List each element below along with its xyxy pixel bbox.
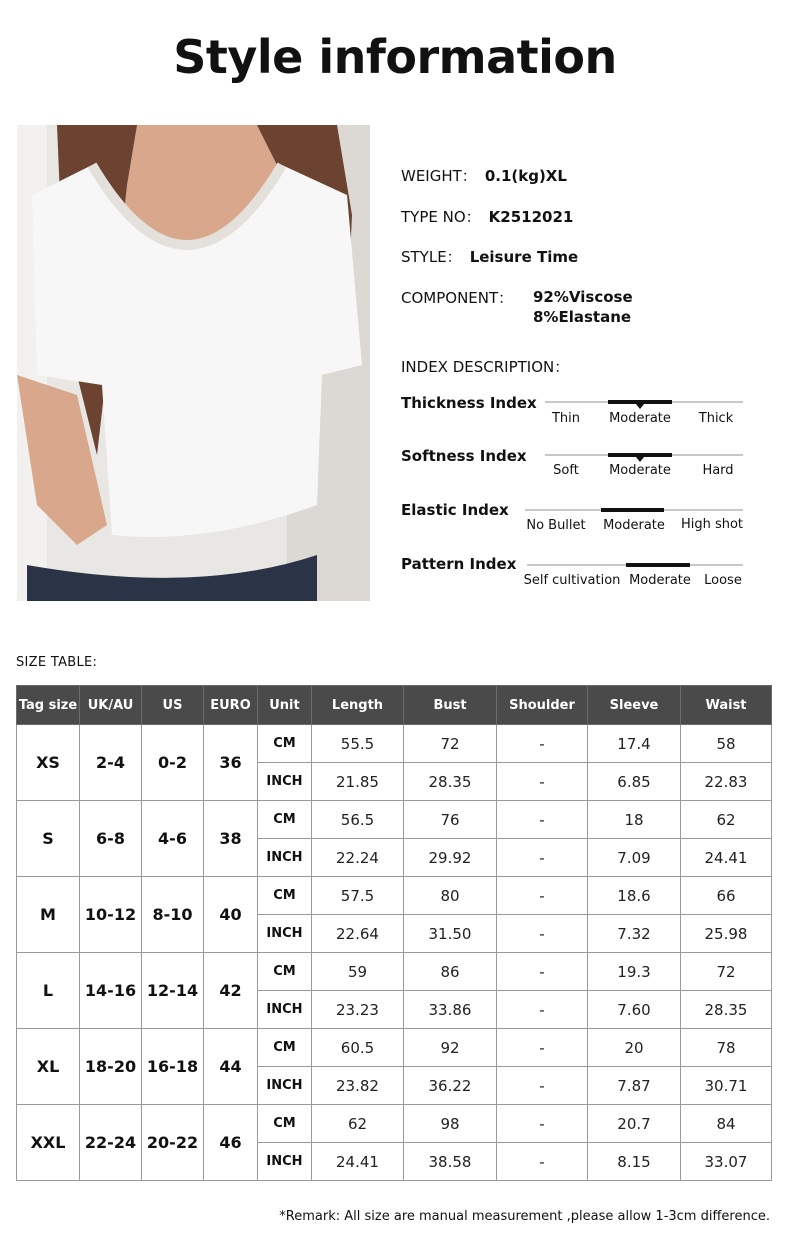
euro-cell: 42 (204, 953, 258, 1029)
component-value-2: 8%Elastane (533, 308, 632, 326)
unit-cell: INCH (258, 915, 312, 953)
component-label: COMPONENT： (401, 289, 514, 307)
length-cell: 21.85 (312, 763, 404, 801)
shoulder-cell: - (497, 1105, 588, 1143)
waist-cell: 22.83 (681, 763, 772, 801)
us-cell: 16-18 (142, 1029, 204, 1105)
pattern-option-2: Moderate (629, 573, 691, 588)
index-heading: INDEX DESCRIPTION： (401, 358, 570, 376)
shoulder-cell: - (497, 725, 588, 763)
euro-cell: 40 (204, 877, 258, 953)
bust-cell: 80 (404, 877, 497, 915)
header-tag-size: Tag size (17, 686, 80, 725)
type-label: TYPE NO： (401, 208, 481, 226)
weight-row (401, 165, 567, 186)
waist-cell: 66 (681, 877, 772, 915)
waist-cell: 28.35 (681, 991, 772, 1029)
sleeve-cell: 18.6 (588, 877, 681, 915)
shoulder-cell: - (497, 763, 588, 801)
length-cell: 23.82 (312, 1067, 404, 1105)
header-euro: EURO (204, 686, 258, 725)
shoulder-cell: - (497, 801, 588, 839)
us-cell: 20-22 (142, 1105, 204, 1181)
bust-cell: 29.92 (404, 839, 497, 877)
table-row (17, 1029, 772, 1067)
tag-size-cell: M (17, 877, 80, 953)
page-title: Style information (173, 30, 617, 84)
shoulder-cell: - (497, 915, 588, 953)
tag-size-cell: L (17, 953, 80, 1029)
shoulder-cell: - (497, 1029, 588, 1067)
softness-index-label: Softness Index (401, 447, 527, 465)
table-row (17, 725, 772, 763)
shoulder-cell: - (497, 1143, 588, 1181)
waist-cell: 72 (681, 953, 772, 991)
softness-option-2: Moderate (609, 463, 671, 478)
table-row (17, 1105, 772, 1143)
us-cell: 8-10 (142, 877, 204, 953)
length-cell: 62 (312, 1105, 404, 1143)
length-cell: 22.24 (312, 839, 404, 877)
softness-option-1: Soft (553, 463, 579, 478)
us-cell: 12-14 (142, 953, 204, 1029)
size-table-header-row (17, 686, 772, 725)
elastic-index-label: Elastic Index (401, 501, 509, 519)
unit-cell: INCH (258, 1143, 312, 1181)
euro-cell: 46 (204, 1105, 258, 1181)
softness-pointer-icon (636, 457, 644, 462)
sleeve-cell: 8.15 (588, 1143, 681, 1181)
thickness-option-2: Moderate (609, 411, 671, 426)
bust-cell: 36.22 (404, 1067, 497, 1105)
sleeve-cell: 6.85 (588, 763, 681, 801)
tag-size-cell: XL (17, 1029, 80, 1105)
component-row (401, 287, 513, 308)
euro-cell: 44 (204, 1029, 258, 1105)
unit-cell: CM (258, 1029, 312, 1067)
shoulder-cell: - (497, 877, 588, 915)
waist-cell: 58 (681, 725, 772, 763)
waist-cell: 33.07 (681, 1143, 772, 1181)
remark-note: *Remark: All size are manual measurement ,please allow 1-3cm difference. (279, 1209, 770, 1224)
euro-cell: 36 (204, 725, 258, 801)
waist-cell: 84 (681, 1105, 772, 1143)
style-label: STYLE： (401, 248, 462, 266)
bust-cell: 92 (404, 1029, 497, 1067)
pattern-option-1: Self cultivation (523, 573, 621, 588)
style-row (401, 246, 578, 267)
shoulder-cell: - (497, 1067, 588, 1105)
size-table (16, 685, 772, 1181)
elastic-selected-marker (601, 508, 664, 512)
sleeve-cell: 7.60 (588, 991, 681, 1029)
unit-cell: CM (258, 953, 312, 991)
unit-cell: CM (258, 801, 312, 839)
header-bust: Bust (404, 686, 497, 725)
elastic-option-2: Moderate (603, 518, 665, 533)
pattern-option-3: Loose (704, 573, 742, 588)
uk-au-cell: 2-4 (80, 725, 142, 801)
header-unit: Unit (258, 686, 312, 725)
bust-cell: 76 (404, 801, 497, 839)
uk-au-cell: 18-20 (80, 1029, 142, 1105)
waist-cell: 62 (681, 801, 772, 839)
header-length: Length (312, 686, 404, 725)
tag-size-cell: XXL (17, 1105, 80, 1181)
sleeve-cell: 17.4 (588, 725, 681, 763)
thickness-pointer-icon (636, 404, 644, 409)
sleeve-cell: 19.3 (588, 953, 681, 991)
length-cell: 22.64 (312, 915, 404, 953)
length-cell: 55.5 (312, 725, 404, 763)
unit-cell: INCH (258, 1067, 312, 1105)
table-row (17, 953, 772, 991)
waist-cell: 25.98 (681, 915, 772, 953)
length-cell: 23.23 (312, 991, 404, 1029)
length-cell: 24.41 (312, 1143, 404, 1181)
bust-cell: 72 (404, 725, 497, 763)
waist-cell: 24.41 (681, 839, 772, 877)
uk-au-cell: 6-8 (80, 801, 142, 877)
size-table-label: SIZE TABLE: (16, 655, 98, 670)
waist-cell: 78 (681, 1029, 772, 1067)
component-value-1: 92%Viscose (533, 288, 633, 306)
waist-cell: 30.71 (681, 1067, 772, 1105)
length-cell: 56.5 (312, 801, 404, 839)
type-row (401, 206, 573, 227)
us-cell: 4-6 (142, 801, 204, 877)
unit-cell: INCH (258, 991, 312, 1029)
pattern-index-label: Pattern Index (401, 555, 517, 573)
model-photo-illustration (17, 125, 370, 601)
header-sleeve: Sleeve (588, 686, 681, 725)
weight-label: WEIGHT： (401, 167, 477, 185)
shoulder-cell: - (497, 839, 588, 877)
shoulder-cell: - (497, 991, 588, 1029)
shoulder-cell: - (497, 953, 588, 991)
length-cell: 57.5 (312, 877, 404, 915)
sleeve-cell: 7.87 (588, 1067, 681, 1105)
weight-value: 0.1(kg)XL (484, 167, 567, 185)
sleeve-cell: 20.7 (588, 1105, 681, 1143)
uk-au-cell: 14-16 (80, 953, 142, 1029)
type-value: K2512021 (488, 208, 574, 226)
pattern-selected-marker (626, 563, 690, 567)
bust-cell: 31.50 (404, 915, 497, 953)
unit-cell: INCH (258, 839, 312, 877)
unit-cell: CM (258, 877, 312, 915)
sleeve-cell: 20 (588, 1029, 681, 1067)
unit-cell: CM (258, 725, 312, 763)
us-cell: 0-2 (142, 725, 204, 801)
header-waist: Waist (681, 686, 772, 725)
euro-cell: 38 (204, 801, 258, 877)
uk-au-cell: 10-12 (80, 877, 142, 953)
table-row (17, 801, 772, 839)
tag-size-cell: XS (17, 725, 80, 801)
unit-cell: CM (258, 1105, 312, 1143)
sleeve-cell: 7.32 (588, 915, 681, 953)
sleeve-cell: 18 (588, 801, 681, 839)
elastic-option-1: No Bullet (526, 518, 586, 533)
component-values (533, 287, 633, 327)
header-us: US (142, 686, 204, 725)
unit-cell: INCH (258, 763, 312, 801)
tag-size-cell: S (17, 801, 80, 877)
style-value: Leisure Time (469, 248, 579, 266)
table-row (17, 877, 772, 915)
header-uk-au: UK/AU (80, 686, 142, 725)
length-cell: 60.5 (312, 1029, 404, 1067)
elastic-option-3: High shot (680, 517, 744, 532)
bust-cell: 38.58 (404, 1143, 497, 1181)
model-photo (17, 125, 370, 601)
bust-cell: 33.86 (404, 991, 497, 1029)
sleeve-cell: 7.09 (588, 839, 681, 877)
length-cell: 59 (312, 953, 404, 991)
uk-au-cell: 22-24 (80, 1105, 142, 1181)
bust-cell: 28.35 (404, 763, 497, 801)
thickness-index-label: Thickness Index (401, 394, 537, 412)
softness-option-3: Hard (702, 463, 734, 478)
bust-cell: 86 (404, 953, 497, 991)
thickness-option-3: Thick (698, 411, 734, 426)
bust-cell: 98 (404, 1105, 497, 1143)
header-shoulder: Shoulder (497, 686, 588, 725)
thickness-option-1: Thin (551, 411, 581, 426)
